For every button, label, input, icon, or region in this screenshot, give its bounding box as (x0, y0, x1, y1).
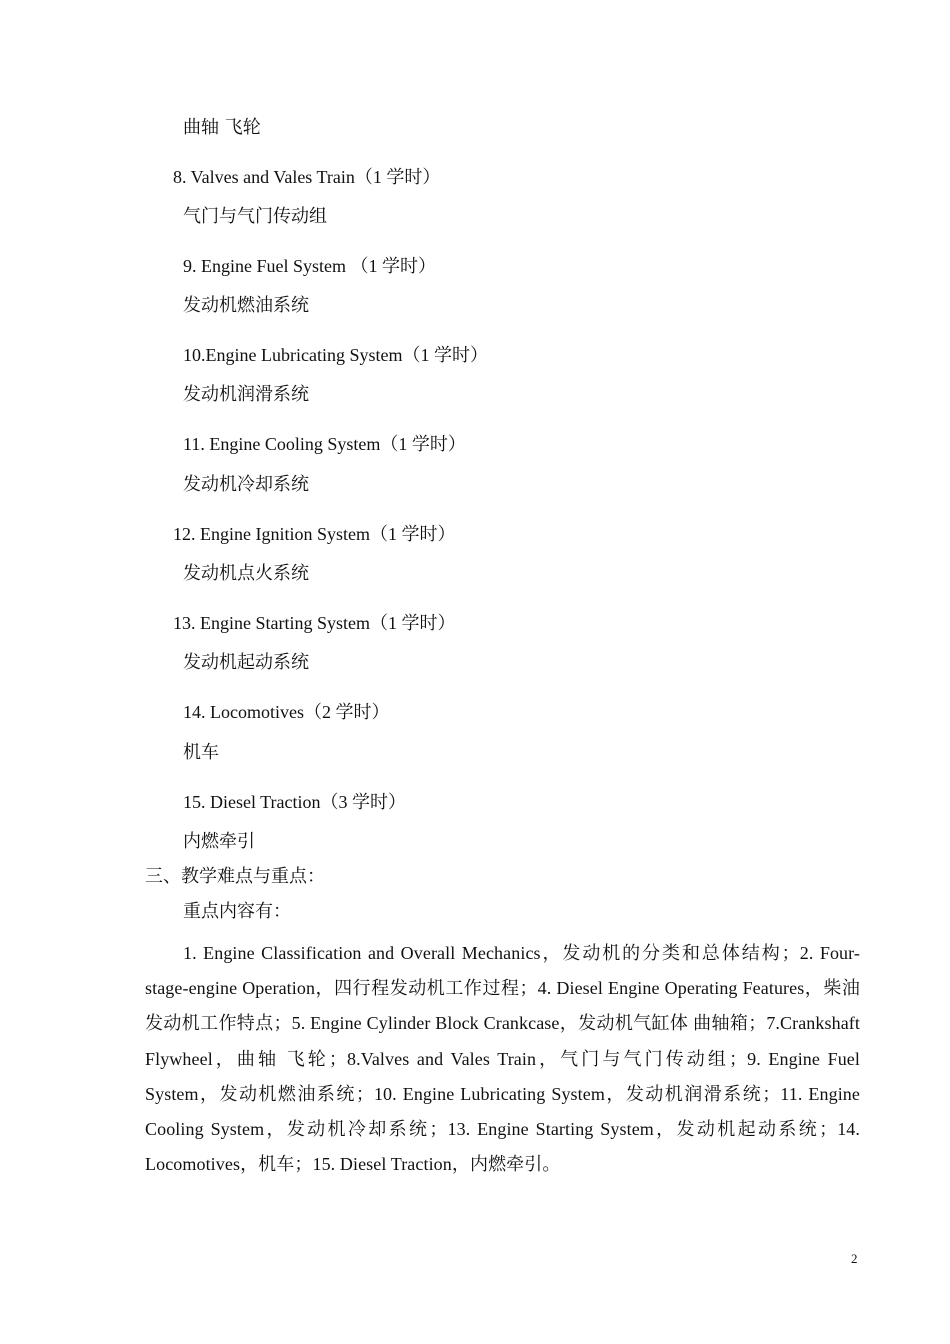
key-points-paragraph: 1. Engine Classification and Overall Mechanics，发动机的分类和总体结构；2. Four-stage-engine Operation，四行程发动机工作过程；4. Diesel Engine Operating Features，柴油发动机工作特点；5. Engine Cylinder Block Crankcase，发动机气缸体 曲轴箱；7.Crankshaft Flywheel，曲轴 飞轮；8.Valves and Vales Train，气门与气门传动组；9. Engine Fuel System，发动机燃油系统；10. Engine Lubricating System，发动机润滑系统；11. Engine Cooling System，发动机冷却系统；13. Engine Starting System，发动机起动系统；14. Locomotives，机车；15. Diesel Traction，内燃牵引。 (145, 943, 860, 1175)
topic-13-title: 13. Engine Starting System（1 学时） (173, 613, 456, 633)
section-heading: 三、教学难点与重点： (145, 866, 325, 887)
topic-12-title: 12. Engine Ignition System（1 学时） (173, 524, 456, 544)
topic-8-title: 8. Valves and Vales Train（1 学时） (173, 167, 441, 187)
crankshaft-flywheel-cn: 曲轴 飞轮 (183, 117, 261, 138)
topic-12-cn: 发动机点火系统 (183, 563, 309, 584)
topic-13-cn: 发动机起动系统 (183, 652, 309, 673)
topic-9-title: 9. Engine Fuel System （1 学时） (183, 256, 436, 276)
topic-14-cn: 机车 (183, 742, 219, 763)
topic-9-cn: 发动机燃油系统 (183, 295, 309, 316)
topic-11-title: 11. Engine Cooling System（1 学时） (183, 434, 466, 454)
page-number: 2 (851, 1251, 858, 1266)
topic-11-cn: 发动机冷却系统 (183, 474, 309, 495)
topic-15-title: 15. Diesel Traction（3 学时） (183, 792, 406, 812)
topic-14-title: 14. Locomotives（2 学时） (183, 702, 390, 722)
topic-10-cn: 发动机润滑系统 (183, 384, 309, 405)
topic-10-title: 10.Engine Lubricating System（1 学时） (183, 345, 488, 365)
topic-8-cn: 气门与气门传动组 (183, 206, 327, 227)
key-points-label: 重点内容有： (183, 901, 291, 922)
topic-15-cn: 内燃牵引 (183, 831, 255, 852)
